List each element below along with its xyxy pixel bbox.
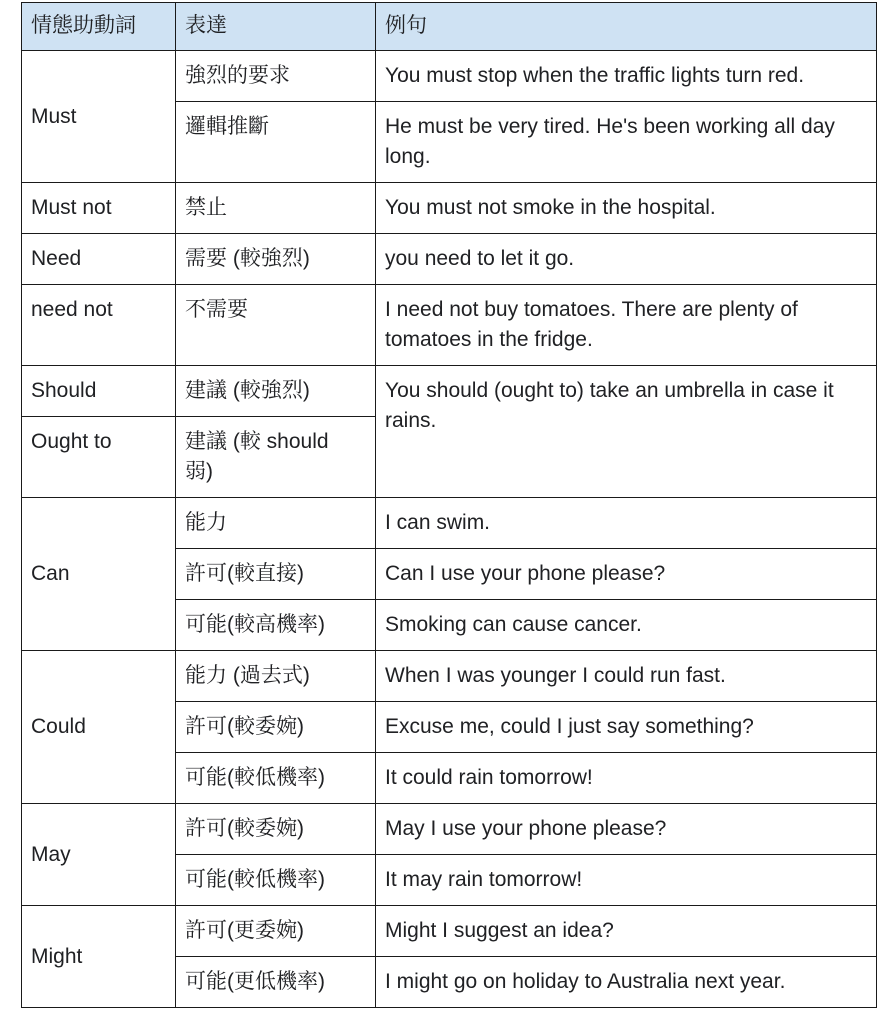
modal-need: Need (22, 234, 176, 285)
modal-may: May (22, 804, 176, 906)
example-cell: You must not smoke in the hospital. (376, 183, 877, 234)
modal-could: Could (22, 651, 176, 804)
example-cell: Excuse me, could I just say something? (376, 702, 877, 753)
table-row (22, 51, 877, 102)
modal-might: Might (22, 906, 176, 1008)
example-cell: It may rain tomorrow! (376, 855, 877, 906)
header-example: 例句 (376, 3, 877, 51)
header-row (22, 3, 877, 51)
example-cell: Can I use your phone please? (376, 549, 877, 600)
table-row (22, 183, 877, 234)
example-cell: When I was younger I could run fast. (376, 651, 877, 702)
table-row (22, 234, 877, 285)
expression-cell: 邏輯推斷 (176, 102, 376, 183)
table-row (22, 498, 877, 549)
modal-verbs-table (21, 2, 877, 1008)
example-cell: It could rain tomorrow! (376, 753, 877, 804)
expression-cell: 可能(更低機率) (176, 957, 376, 1008)
expression-cell: 需要 (較強烈) (176, 234, 376, 285)
example-cell: You should (ought to) take an umbrella in case it rains. (376, 366, 877, 498)
example-cell: I might go on holiday to Australia next year. (376, 957, 877, 1008)
expression-cell: 能力 (過去式) (176, 651, 376, 702)
expression-cell: 建議 (較強烈) (176, 366, 376, 417)
table-row (22, 651, 877, 702)
table-row (22, 804, 877, 855)
modal-must: Must (22, 51, 176, 183)
modal-need-not: need not (22, 285, 176, 366)
expression-cell: 可能(較低機率) (176, 855, 376, 906)
example-cell: I can swim. (376, 498, 877, 549)
expression-cell: 建議 (較 should 弱) (176, 417, 376, 498)
expression-cell: 強烈的要求 (176, 51, 376, 102)
example-cell: I need not buy tomatoes. There are plenty of tomatoes in the fridge. (376, 285, 877, 366)
expression-cell: 能力 (176, 498, 376, 549)
table-row (22, 366, 877, 417)
example-cell: May I use your phone please? (376, 804, 877, 855)
modal-ought-to: Ought to (22, 417, 176, 498)
header-expression: 表達 (176, 3, 376, 51)
expression-cell: 許可(較委婉) (176, 804, 376, 855)
example-cell: He must be very tired. He's been working all day long. (376, 102, 877, 183)
header-modal: 情態助動詞 (22, 3, 176, 51)
expression-cell: 禁止 (176, 183, 376, 234)
example-cell: you need to let it go. (376, 234, 877, 285)
table-row (22, 285, 877, 366)
example-cell: Smoking can cause cancer. (376, 600, 877, 651)
expression-cell: 許可(更委婉) (176, 906, 376, 957)
expression-cell: 可能(較低機率) (176, 753, 376, 804)
example-cell: Might I suggest an idea? (376, 906, 877, 957)
modal-must-not: Must not (22, 183, 176, 234)
table-row (22, 906, 877, 957)
example-cell: You must stop when the traffic lights turn red. (376, 51, 877, 102)
expression-cell: 許可(較直接) (176, 549, 376, 600)
modal-can: Can (22, 498, 176, 651)
expression-cell: 可能(較高機率) (176, 600, 376, 651)
expression-cell: 不需要 (176, 285, 376, 366)
modal-should: Should (22, 366, 176, 417)
expression-cell: 許可(較委婉) (176, 702, 376, 753)
